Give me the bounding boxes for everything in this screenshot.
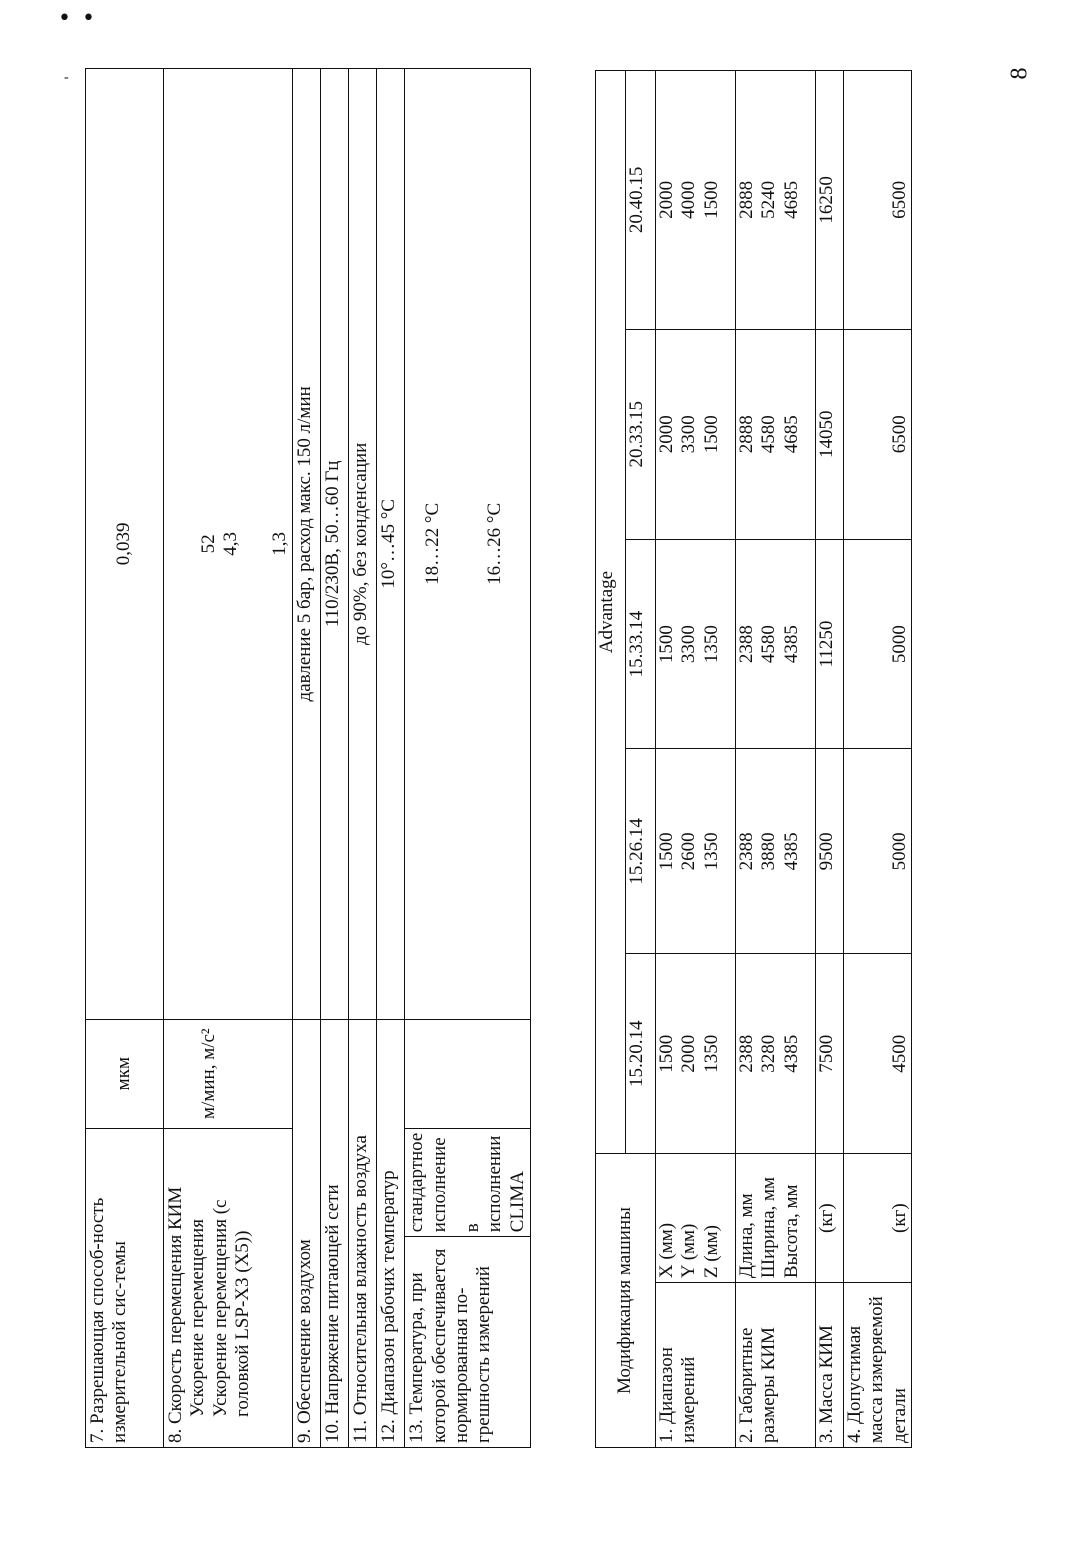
mass-row <box>816 71 844 1448</box>
humidity-label: 11. Относительная влажность воздуха <box>349 1019 377 1447</box>
models-table <box>595 70 912 1448</box>
part-mass-label: 4. Допустимая масса измеряемой детали <box>844 1283 912 1448</box>
mass-value: 14050 <box>816 329 844 539</box>
advantage-header: Advantage <box>596 71 626 1154</box>
dims-row <box>736 71 816 1448</box>
spec-row-speed <box>164 69 293 1448</box>
dims-values: 2888 4580 4685 <box>736 329 816 539</box>
corner-marks: • • <box>58 6 97 31</box>
spec-row-resolution <box>86 69 164 1448</box>
model-name: 15.20.14 <box>626 954 656 1154</box>
accel2-label: Ускорение перемещения (с головкой LSP-X3 (X5)) <box>209 1199 254 1417</box>
mass-value: 16250 <box>816 71 844 330</box>
tick-mark: - <box>64 70 69 85</box>
speed-unit: м/мин, м/с² <box>164 1019 293 1128</box>
speed-value: 52 <box>198 534 219 554</box>
models-header-row <box>596 71 626 1448</box>
part-mass-value: 6500 <box>844 329 912 539</box>
model-name: 20.33.15 <box>626 329 656 539</box>
air-value: давление 5 бар, расход макс. 150 л/мин <box>293 69 321 1020</box>
standard-version-label: стандартное исполнение <box>405 1128 461 1237</box>
part-mass-value: 5000 <box>844 539 912 749</box>
unit-z: Z (мм) <box>700 1225 722 1279</box>
accel-label: Ускорение перемещения <box>187 1219 209 1417</box>
specs-table <box>85 68 531 1448</box>
speed-labels <box>164 1128 293 1447</box>
spec-row-norm-temp-standard <box>405 69 461 1448</box>
unit-x: X (мм) <box>656 1222 677 1279</box>
humidity-value: до 90%, без конденсации <box>349 69 377 1020</box>
mass-unit: (кг) <box>816 1154 844 1283</box>
spec-row-voltage <box>321 69 349 1448</box>
spec-row-air <box>293 69 321 1448</box>
clima-version-label: в исполнении CLIMA <box>461 1128 531 1237</box>
spec-row-temp-range <box>377 69 405 1448</box>
mass-value: 7500 <box>816 954 844 1154</box>
part-mass-value: 4500 <box>844 954 912 1154</box>
part-mass-value: 5000 <box>844 749 912 954</box>
model-name: 20.40.15 <box>626 71 656 330</box>
mass-value: 9500 <box>816 749 844 954</box>
range-values: 1500 3300 1350 <box>656 539 736 749</box>
air-label: 9. Обеспечение воздухом <box>293 1019 321 1447</box>
dims-values: 2888 5240 4685 <box>736 71 816 330</box>
unit-height: Высота, мм <box>780 1184 802 1279</box>
voltage-label: 10. Напряжение питающей сети <box>321 1019 349 1447</box>
resolution-label: 7. Разрешающая способ-ность измерительной сис-темы <box>86 1128 164 1447</box>
modification-header: Модификация машины <box>596 1154 656 1448</box>
range-values: 2000 3300 1500 <box>656 329 736 539</box>
range-units <box>656 1154 736 1283</box>
part-mass-value: 6500 <box>844 71 912 330</box>
part-mass-unit: (кг) <box>844 1154 912 1283</box>
rotated-content <box>85 68 910 1448</box>
range-label: 1. Диапазон измерений <box>656 1283 736 1448</box>
temp-range-label: 12. Диапазон рабочих температур <box>377 1019 405 1447</box>
norm-temp-label: 13. Температура, при которой обеспечивается нормированная по-грешность измерений <box>405 1237 531 1448</box>
dims-values: 2388 3880 4385 <box>736 749 816 954</box>
resolution-value: 0,039 <box>86 69 164 1020</box>
model-name: 15.26.14 <box>626 749 656 954</box>
range-values: 2000 4000 1500 <box>656 71 736 330</box>
accel2-value: 1,3 <box>268 531 290 556</box>
page-number: 8 <box>1006 67 1033 80</box>
range-values: 1500 2600 1350 <box>656 749 736 954</box>
model-name: 15.33.14 <box>626 539 656 749</box>
dims-units <box>736 1154 816 1283</box>
mass-label: 3. Масса КИМ <box>816 1283 844 1448</box>
speed-values <box>164 69 293 1020</box>
unit-y: Y (мм) <box>678 1223 700 1279</box>
unit-width: Ширина, мм <box>758 1176 780 1279</box>
range-values: 1500 2000 1350 <box>656 954 736 1154</box>
standard-version-value: 18…22 °C <box>405 69 461 1020</box>
part-mass-row <box>844 71 912 1448</box>
accel-value: 4,3 <box>220 531 242 556</box>
mass-value: 11250 <box>816 539 844 749</box>
dims-values: 2388 4580 4385 <box>736 539 816 749</box>
voltage-value: 110/230В, 50…60 Гц <box>321 69 349 1020</box>
resolution-unit: мкм <box>86 1019 164 1128</box>
unit-length: Длина, мм <box>736 1193 757 1279</box>
clima-version-value: 16…26 °C <box>461 69 531 1020</box>
range-row <box>656 71 736 1448</box>
temp-range-value: 10°…45 °C <box>377 69 405 1020</box>
spec-row-humidity <box>349 69 377 1448</box>
dims-values: 2388 3280 4385 <box>736 954 816 1154</box>
speed-label: 8. Скорость перемещения КИМ <box>165 1186 186 1443</box>
dims-label: 2. Габаритные размеры КИМ <box>736 1283 816 1448</box>
